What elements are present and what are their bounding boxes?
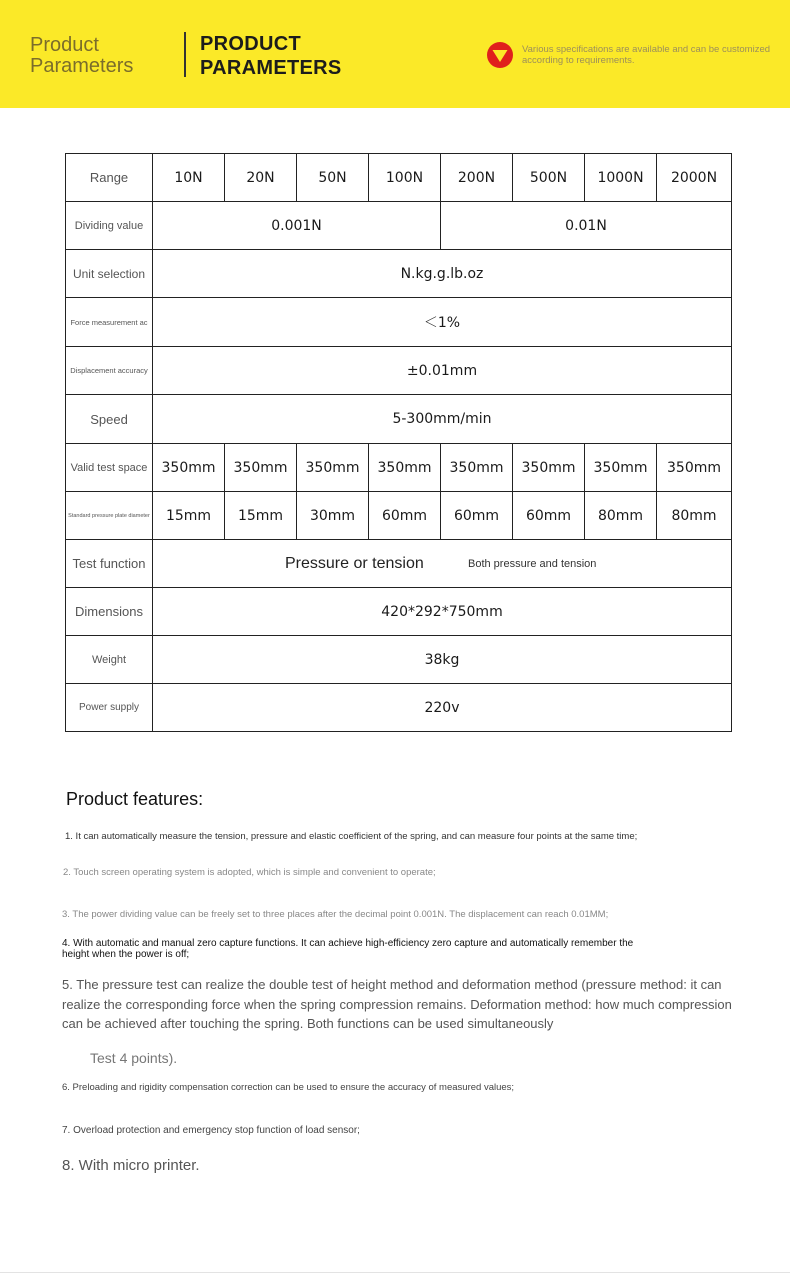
test-space-cell: 350mm bbox=[153, 444, 225, 492]
speed-label: Speed bbox=[66, 395, 153, 444]
row-dividing-value bbox=[66, 202, 732, 250]
test-space-cell: 350mm bbox=[441, 444, 513, 492]
dividing-label: Dividing value bbox=[66, 202, 153, 250]
test-space-cell: 350mm bbox=[585, 444, 657, 492]
dividing-cell: 0.001N bbox=[153, 202, 441, 250]
platen-cell: 80mm bbox=[657, 492, 732, 540]
header-title-en: Product Parameters bbox=[30, 34, 134, 77]
displacement-accuracy-cell: ±0.01mm bbox=[153, 347, 732, 395]
features-title: Product features: bbox=[66, 789, 204, 809]
test-function-side: Both pressure and tension bbox=[468, 558, 597, 570]
force-accuracy-cell: ＜1% bbox=[153, 298, 732, 347]
force-accuracy-label: Force measurement ac bbox=[66, 298, 153, 347]
feature-item: 5. The pressure test can realize the double test of height method and deformation method (pressure method: it can realize the corresponding force when the spring compression remains. Deformation method: how much compression can be achieved after touching the spring. Both functions can be used simultaneously bbox=[62, 977, 732, 1031]
unit-label: Unit selection bbox=[66, 250, 153, 298]
row-displacement-accuracy bbox=[66, 347, 732, 395]
power-label: Power supply bbox=[66, 684, 153, 732]
feature-item: 4. With automatic and manual zero capture functions. It can achieve high-efficiency zero capture and automatically remember the height when the power is off; bbox=[62, 938, 634, 960]
range-label: Range bbox=[66, 154, 153, 202]
platen-cell: 15mm bbox=[225, 492, 297, 540]
row-force-accuracy bbox=[66, 298, 732, 347]
header-title-caps: PRODUCT PARAMETERS bbox=[200, 33, 342, 79]
test-space-cell: 350mm bbox=[225, 444, 297, 492]
platen-cell: 60mm bbox=[369, 492, 441, 540]
range-cell: 500N bbox=[513, 154, 585, 202]
row-range bbox=[66, 154, 732, 202]
platen-cell: 80mm bbox=[585, 492, 657, 540]
test-space-cell: 350mm bbox=[657, 444, 732, 492]
feature-item: 8. With micro printer. bbox=[62, 1157, 200, 1174]
feature-item: 3. The power dividing value can be freely set to three places after the decimal point 0.001N. The displacement can reach 0.01MM; bbox=[62, 909, 609, 920]
feature-item-continuation: Test 4 points). bbox=[90, 1050, 178, 1066]
test-space-label: Valid test space bbox=[66, 444, 153, 492]
platen-cell: 30mm bbox=[297, 492, 369, 540]
feature-item: 6. Preloading and rigidity compensation correction can be used to ensure the accuracy of measured values; bbox=[62, 1082, 515, 1093]
range-cell: 2000N bbox=[657, 154, 732, 202]
test-space-cell: 350mm bbox=[297, 444, 369, 492]
power-cell: 220v bbox=[153, 684, 732, 732]
dimensions-label: Dimensions bbox=[66, 588, 153, 636]
bottom-divider bbox=[0, 1272, 790, 1273]
weight-label: Weight bbox=[66, 636, 153, 684]
test-space-cell: 350mm bbox=[513, 444, 585, 492]
weight-cell: 38kg bbox=[153, 636, 732, 684]
header-note: Various specifications are available and can be customized according to requirements. bbox=[522, 44, 771, 66]
row-unit-selection bbox=[66, 250, 732, 298]
platen-cell: 15mm bbox=[153, 492, 225, 540]
row-weight bbox=[66, 636, 732, 684]
test-space-cell: 350mm bbox=[369, 444, 441, 492]
platen-cell: 60mm bbox=[513, 492, 585, 540]
header-divider bbox=[184, 32, 186, 77]
feature-item: 7. Overload protection and emergency stop function of load sensor; bbox=[62, 1125, 360, 1136]
speed-cell: 5-300mm/min bbox=[153, 395, 732, 444]
down-triangle-badge-icon bbox=[486, 41, 514, 69]
row-platen-diameter bbox=[66, 492, 732, 540]
displacement-accuracy-label: Displacement accuracy bbox=[66, 347, 153, 395]
range-cell: 10N bbox=[153, 154, 225, 202]
dividing-cell: 0.01N bbox=[441, 202, 732, 250]
dimensions-cell: 420*292*750mm bbox=[153, 588, 732, 636]
feature-item: 2. Touch screen operating system is adopted, which is simple and convenient to operate; bbox=[63, 867, 436, 878]
row-power-supply bbox=[66, 684, 732, 732]
range-cell: 20N bbox=[225, 154, 297, 202]
range-cell: 200N bbox=[441, 154, 513, 202]
row-test-space bbox=[66, 444, 732, 492]
row-test-function bbox=[66, 540, 732, 588]
test-function-cell bbox=[153, 540, 732, 588]
range-cell: 1000N bbox=[585, 154, 657, 202]
header-banner bbox=[0, 0, 790, 108]
test-function-main: Pressure or tension bbox=[285, 555, 424, 572]
row-speed bbox=[66, 395, 732, 444]
test-function-label: Test function bbox=[66, 540, 153, 588]
platen-label: Standard pressure plate diameter bbox=[66, 492, 153, 540]
range-cell: 50N bbox=[297, 154, 369, 202]
range-cell: 100N bbox=[369, 154, 441, 202]
feature-item: 1. It can automatically measure the tension, pressure and elastic coefficient of the spring, and can measure four points at the same time; bbox=[65, 831, 638, 842]
row-dimensions bbox=[66, 588, 732, 636]
platen-cell: 60mm bbox=[441, 492, 513, 540]
parameters-table bbox=[65, 153, 732, 732]
unit-cell: N.kg.g.lb.oz bbox=[153, 250, 732, 298]
